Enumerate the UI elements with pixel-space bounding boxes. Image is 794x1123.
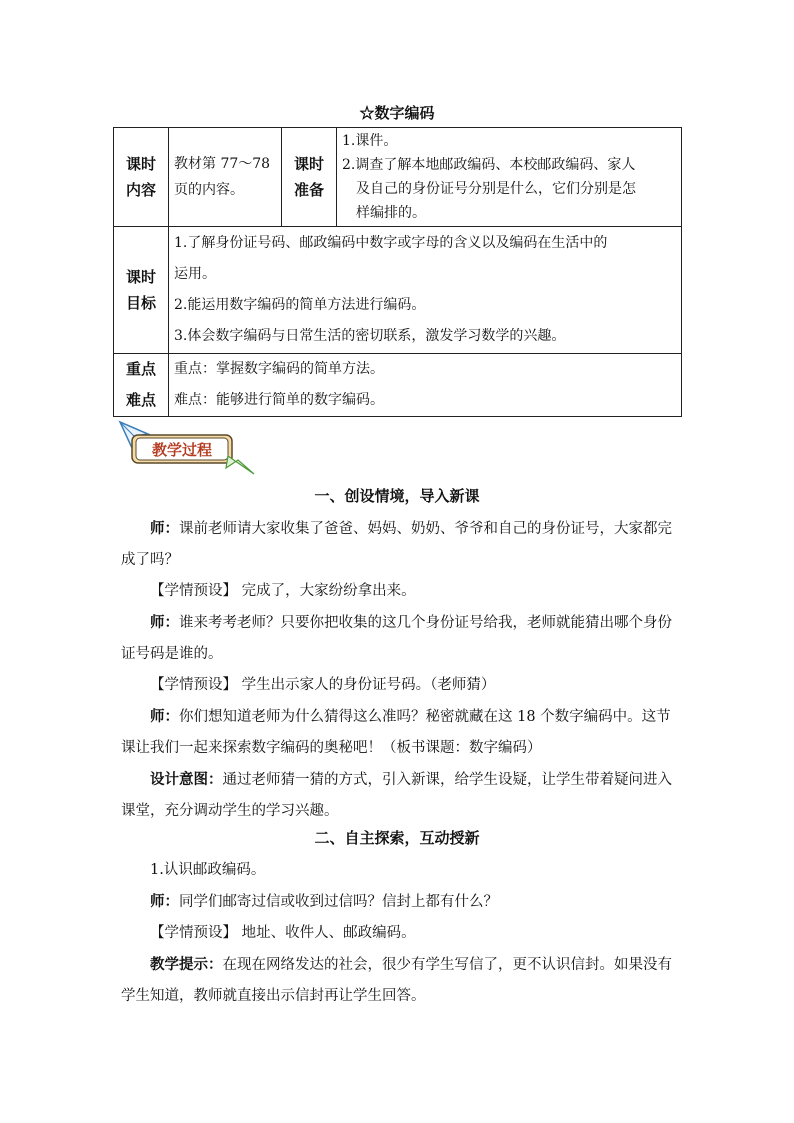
paragraph: 【学情预设】 地址、收件人、邮政编码。 (150, 925, 416, 941)
goal-line: 3.体会数字编码与日常生活的密切联系，激发学习数学的兴趣。 (174, 328, 566, 344)
paragraph-text: 课前老师请大家收集了爸爸、妈妈、奶奶、爷爷和自己的身份证号，大家都完成了吗？ (121, 521, 672, 568)
speaker-label: 师： (150, 614, 179, 631)
paper-plane-icon (226, 456, 254, 474)
lesson-content (169, 128, 282, 227)
paragraph-text: 同学们邮寄过信或收到过信吗？信封上都有什么？ (179, 894, 498, 910)
banner-text: 教学过程 (151, 441, 213, 459)
goal-line: 运用。 (174, 266, 216, 282)
label-line: 重点 (125, 360, 156, 378)
label-line: 内容 (125, 181, 156, 199)
content-line: 教材第 77～78 (174, 156, 271, 172)
teaching-process-banner (118, 420, 258, 476)
content-line: 页的内容。 (174, 182, 244, 198)
label-line: 难点 (125, 391, 156, 409)
key-points (169, 354, 682, 417)
label-line: 课时 (293, 155, 324, 173)
prep-line: 及自己的身份证号分别是什么，它们分别是怎 (356, 181, 636, 197)
lesson-plan-table (113, 127, 682, 417)
teaching-tip-label: 教学提示： (150, 956, 223, 973)
design-intent-label: 设计意图： (150, 771, 223, 788)
paragraph-text: 谁来考考老师？只要你把收集的这几个身份证号给我，老师就能猜出哪个身份证号码是谁的。 (121, 615, 672, 662)
paragraph (121, 886, 681, 918)
paragraph: 1.认识邮政编码。 (150, 862, 266, 878)
paragraph-text: 你们想知道老师为什么猜得这么准吗？秘密就藏在这 18 个数字编码中。这节课让我们一起来探索数字编码的奥秘吧！（板书课题：数字编码） (121, 709, 671, 756)
label-line: 课时 (125, 268, 156, 286)
label-line: 准备 (293, 181, 324, 199)
section-heading-1: 一、创设情境，导入新课 (314, 487, 480, 505)
paragraph-text: 在现在网络发达的社会，很少有学生写信了，更不认识信封。如果没有学生知道，教师就直接出示信封再让学生回答。 (121, 957, 672, 1004)
speaker-label: 师： (150, 520, 179, 537)
paragraph (121, 764, 681, 827)
lesson-prep (337, 128, 682, 227)
goal-line: 1.了解身份证号码、邮政编码中数字或字母的含义以及编码在生活中的 (174, 235, 608, 251)
label-line: 课时 (125, 155, 156, 173)
speaker-label: 师： (150, 708, 179, 725)
goal-line: 2.能运用数字编码的简单方法进行编码。 (174, 297, 426, 313)
paragraph (121, 949, 681, 1012)
section-2-body (121, 855, 681, 1012)
label-lesson-content (114, 128, 169, 227)
paragraph (121, 607, 681, 670)
key-line: 难点：能够进行简单的数字编码。 (174, 392, 384, 408)
prep-line: 2.调查了解本地邮政编码、本校邮政编码、家人 (342, 157, 636, 173)
table-row (114, 128, 682, 227)
paragraph (121, 701, 681, 764)
paragraph-text: 通过老师猜一猜的方式，引入新课，给学生设疑，让学生带着疑问进入课堂，充分调动学生的学习兴趣。 (121, 772, 672, 819)
paragraph: 【学情预设】 完成了，大家纷纷拿出来。 (150, 583, 416, 599)
label-key-points (114, 354, 169, 417)
paragraph (121, 513, 681, 576)
section-1-body (121, 513, 681, 827)
section-heading-2: 二、自主探索，互动授新 (314, 829, 480, 847)
paragraph: 【学情预设】 学生出示家人的身份证号码。（老师猜） (150, 677, 496, 693)
table-row (114, 227, 682, 354)
label-line: 目标 (125, 294, 156, 312)
prep-line: 1.课件。 (342, 133, 398, 149)
prep-line: 样编排的。 (356, 205, 426, 221)
speaker-label: 师： (150, 893, 179, 910)
key-line: 重点：掌握数字编码的简单方法。 (174, 361, 384, 377)
label-lesson-goals (114, 227, 169, 354)
lesson-goals (169, 227, 682, 354)
table-row (114, 354, 682, 417)
page-title: ☆数字编码 (359, 104, 435, 122)
label-lesson-prep (282, 128, 337, 227)
